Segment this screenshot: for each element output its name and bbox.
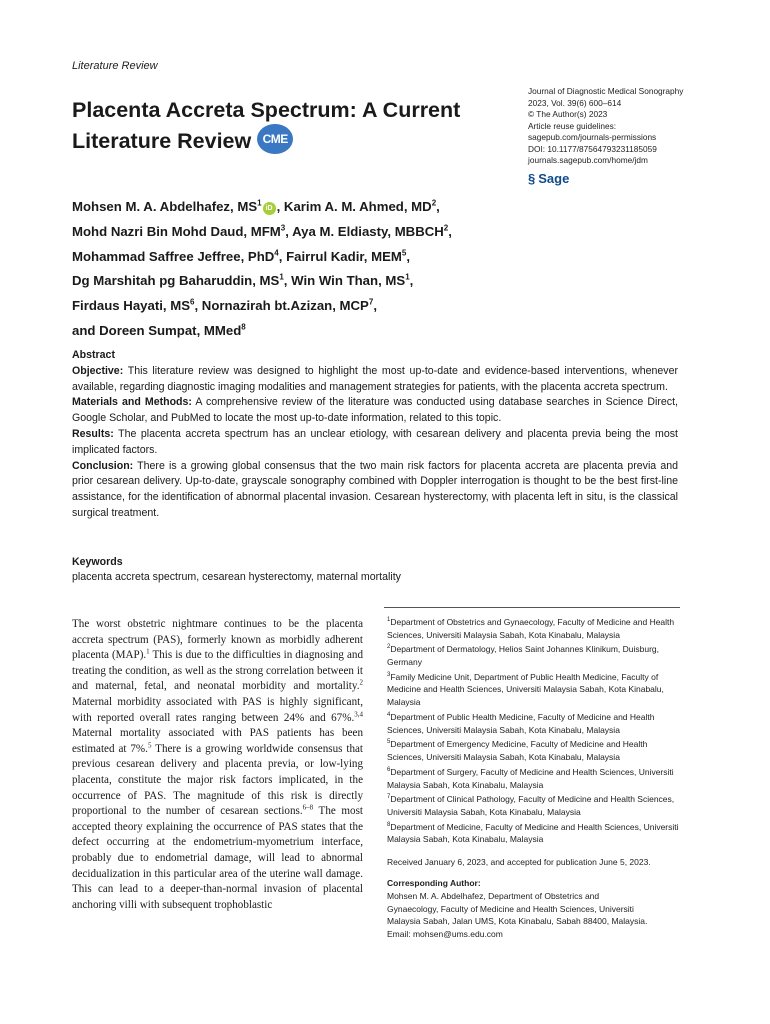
methods-label: Materials and Methods: (72, 396, 192, 409)
author (72, 224, 289, 239)
author-affiliation-number: 2 (431, 199, 437, 208)
author-separator: , (283, 273, 288, 289)
author-name: Karim A. M. Ahmed, MD (283, 199, 432, 215)
abstract-results (72, 427, 678, 459)
sage-mark-icon: § (528, 170, 536, 186)
author-name: Fairrul Kadir, MEM (286, 248, 402, 264)
orcid-icon[interactable]: iD (263, 202, 276, 215)
abstract-methods (72, 395, 678, 427)
author-affiliation-number: 8 (241, 322, 246, 332)
journal-permissions-link[interactable]: sagepub.com/journals-permissions (528, 132, 657, 142)
journal-name: Journal of Diagnostic Medical Sonography (528, 86, 684, 96)
abstract (72, 348, 678, 522)
author-affiliation-number: 1 (279, 273, 284, 283)
keywords-text: placenta accreta spectrum, cesarean hysterectomy, maternal mortality (72, 571, 401, 583)
affiliation-item (387, 669, 680, 709)
results-label: Results: (72, 427, 114, 440)
author-separator: , (285, 224, 289, 240)
citation-reference[interactable]: 2 (359, 678, 363, 687)
corresponding-line-2: Gynaecology, Faculty of Medicine and Health Sciences, Universiti (387, 903, 634, 914)
conclusion-label: Conclusion: (72, 459, 134, 472)
sage-logo-text: Sage (538, 170, 570, 186)
corresponding-line-3: Malaysia Sabah, Jalan UMS, Kota Kinabalu, Sabah 88400, Malaysia. (387, 916, 648, 927)
journal-doi[interactable]: DOI: 10.1177/87564793231185059 (528, 143, 657, 154)
author-affiliation-number: 4 (274, 248, 279, 258)
author-affiliation-number: 1 (257, 199, 262, 208)
affiliation-number: 5 (387, 739, 391, 746)
journal-homepage-link[interactable]: journals.sagepub.com/home/jdm (528, 155, 648, 165)
author-separator: , (373, 298, 377, 314)
affiliation-item (387, 709, 680, 736)
author (202, 298, 377, 313)
affiliation-number: 7 (387, 794, 391, 801)
body-text-segment: There is a growing worldwide consensus that previous cesarean delivery and placenta previa, or low-lying placenta, constitute the major risk factors implicated, in the occurrence of PAS. The magnitude of this risk is directly proportional to the number of cesarean sections. (72, 742, 363, 818)
citation-reference[interactable]: 5 (147, 741, 152, 750)
author-separator: , (278, 248, 283, 264)
article-title-text: Placenta Accreta Spectrum: A Current Literature Review (72, 98, 461, 153)
sage-logo (528, 170, 718, 186)
author (292, 224, 452, 239)
article-title (72, 95, 512, 157)
author (72, 323, 246, 338)
affiliation-number: 8 (387, 821, 391, 828)
author-affiliation-number: 6 (190, 297, 195, 307)
author (72, 199, 280, 214)
corresponding-line-1: Mohsen M. A. Abdelhafez, Department of Obstetrics and (387, 890, 600, 901)
affiliation-text: Department of Surgery, Faculty of Medicine and Health Sciences, Universiti Malaysia Sabah, Kota Kinabalu, Malaysia (387, 766, 674, 790)
body-text-segment: The worst obstetric nightmare continues to be the placenta accreta spectrum (PAS), formerly known as morbidly adherent placenta (MAP). (72, 618, 363, 662)
footnotes (387, 614, 680, 941)
methods-text: A comprehensive review of the literature was conducted using database searches in Science Direct, Google Scholar, and PubMed to locate the most up-to-date information, related to this topic. (72, 396, 678, 425)
affiliation-number: 3 (387, 671, 391, 678)
corresponding-email[interactable]: Email: mohsen@ums.edu.com (387, 929, 503, 940)
journal-reuse-label: Article reuse guidelines: (528, 120, 617, 131)
author-name: Win Win Than, MS (291, 273, 406, 289)
footnote-divider (384, 607, 680, 608)
author-separator: , (409, 273, 414, 289)
abstract-conclusion (72, 459, 678, 522)
affiliation-item (387, 614, 680, 641)
journal-volume: 2023, Vol. 39(6) 600–614 (528, 97, 622, 108)
author-affiliation-number: 7 (368, 297, 374, 307)
body-text-segment: Maternal mortality associated with PAS patients has been estimated at 7%. (72, 727, 363, 755)
author-separator: , (448, 224, 452, 240)
author (284, 199, 440, 214)
author-name: Mohammad Saffree Jeffree, PhD (72, 248, 275, 264)
affiliation-text: Department of Medicine, Faculty of Medicine and Health Sciences, Universiti Malaysia Sabah, Kota Kinabalu, Malaysia (387, 821, 679, 845)
author-separator: , (194, 298, 199, 314)
body-text-segment: The most accepted theory explaining the occurrence of PAS states that the defect occurring at the endometrium-myometrium interface, probably due to endometrial damage, will lead to abnormal decidualization in this particular area of the uterine wall damage. This can lead to a deeper-than-normal invasion of placental anchoring villi with subsequent trophoblastic (72, 805, 364, 911)
body-text-segment: Maternal morbidity associated with PAS is highly significant, with reported overall rates ranging between 24% and 67%. (72, 695, 363, 724)
affiliation-item (387, 791, 680, 818)
corresponding-heading: Corresponding Author: (387, 877, 481, 888)
objective-text: This literature review was designed to highlight the most up-to-date and evidence-based interventions, whenever available, regarding diagnostic imaging modalities and management strategies for patients, with the placenta accreta spectrum. (72, 364, 678, 393)
conclusion-text: There is a growing global consensus that the two main risk factors for placenta accreta are placenta previa and prior cesarean delivery. Up-to-date, grayscale sonography combined with Doppler interrogation is thought to be the best first-line assistance, for the identification of abnormal placental invasion. Cesarean hysterectomy, with placenta left in situ, is the classical surgical treatment. (72, 459, 678, 519)
affiliation-number: 2 (387, 644, 391, 651)
keywords (72, 555, 678, 585)
journal-info (528, 86, 718, 184)
author-affiliation-number: 3 (280, 223, 286, 233)
body-text-segment: This is due to the difficulties in diagnosing and treating the condition, as well as the strong correlation between it and maternal, fetal, and neonatal morbidity and mortality. (72, 649, 363, 693)
author-separator: , (276, 199, 281, 215)
body-text (72, 617, 363, 913)
author-affiliation-number: 5 (401, 248, 407, 258)
author-list (72, 193, 552, 341)
affiliation-item (387, 736, 680, 763)
journal-copyright: © The Author(s) 2023 (528, 109, 608, 119)
author-name: Mohsen M. A. Abdelhafez, MS (72, 199, 258, 215)
abstract-heading: Abstract (72, 349, 115, 361)
citation-reference[interactable]: 3,4 (354, 709, 363, 718)
affiliation-text: Department of Dermatology, Helios Saint Johannes Klinikum, Duisburg, Germany (387, 644, 660, 668)
author-separator: , (406, 248, 410, 264)
keywords-heading: Keywords (72, 556, 123, 568)
affiliation-item (387, 764, 680, 791)
author (72, 249, 282, 264)
affiliation-text: Department of Emergency Medicine, Faculty of Medicine and Health Sciences, Universiti Malaysia Sabah, Kota Kinabalu, Malaysia (387, 739, 648, 763)
citation-reference[interactable]: 1 (146, 647, 150, 656)
author-name: and Doreen Sumpat, MMed (72, 322, 242, 338)
author-separator: , (436, 199, 440, 215)
author (72, 273, 287, 288)
affiliation-text: Family Medicine Unit, Department of Public Health Medicine, Faculty of Medicine and Health Sciences, Universiti Malaysia Sabah, Kota Kinabalu, Malaysia (387, 671, 664, 708)
author-name: Dg Marshitah pg Baharuddin, MS (72, 273, 280, 289)
affiliation-text: Department of Clinical Pathology, Faculty of Medicine and Health Sciences, Universiti Malaysia Sabah, Kota Kinabalu, Malaysia (387, 794, 675, 817)
objective-label: Objective: (72, 364, 124, 377)
author (72, 298, 198, 313)
author-name: Mohd Nazri Bin Mohd Daud, MFM (72, 224, 281, 240)
author-name: Aya M. Eldiasty, MBBCH (292, 224, 444, 240)
affiliation-number: 1 (387, 617, 391, 623)
cme-badge-icon: CME (257, 124, 293, 154)
section-tag: Literature Review (72, 60, 158, 72)
affiliation-text: Department of Obstetrics and Gynaecology, Faculty of Medicine and Health Sciences, Universiti Malaysia Sabah, Kota Kinabalu, Malaysia (387, 616, 675, 640)
received-date: Received January 6, 2023, and accepted for publication June 5, 2023. (387, 857, 651, 868)
results-text: The placenta accreta spectrum has an unclear etiology, with cesarean delivery and placenta previa being the most implicated factors. (72, 427, 678, 456)
author-name: Firdaus Hayati, MS (72, 298, 190, 314)
affiliation-number: 4 (387, 712, 391, 719)
author (291, 273, 413, 288)
author-affiliation-number: 1 (405, 273, 410, 283)
affiliation-item (387, 641, 680, 668)
author-affiliation-number: 2 (443, 223, 449, 233)
affiliation-number: 6 (387, 766, 391, 773)
author-name: Nornazirah bt.Azizan, MCP (201, 298, 369, 314)
citation-reference[interactable]: 6–8 (302, 803, 314, 812)
affiliation-list (387, 614, 680, 846)
author (286, 249, 410, 264)
affiliation-item (387, 819, 680, 846)
abstract-objective (72, 364, 678, 396)
affiliation-text: Department of Public Health Medicine, Faculty of Medicine and Health Sciences, Universiti Malaysia Sabah, Kota Kinabalu, Malaysia (387, 711, 655, 735)
